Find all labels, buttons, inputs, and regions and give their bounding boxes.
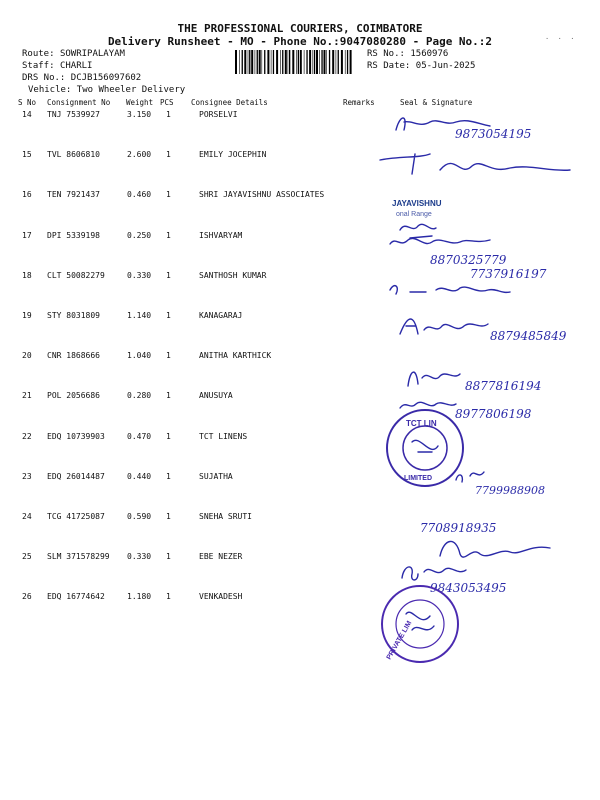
row-weight: 1.040	[127, 351, 152, 361]
row-consignee: VENKADESH	[199, 592, 243, 602]
signature-anitha	[408, 372, 460, 386]
barcode-bar	[282, 50, 283, 74]
barcode-bar	[324, 50, 326, 74]
seal-limited: LIMITED	[404, 475, 432, 482]
row-pcs: 1	[166, 471, 171, 481]
row-consignment-no: STY 8031809	[47, 311, 100, 320]
barcode-bar	[338, 50, 339, 74]
barcode-bar	[235, 50, 237, 74]
row-sno: 26	[22, 592, 32, 602]
row-sno: 25	[22, 552, 32, 562]
row-consignee: ANUSUYA	[199, 391, 233, 401]
handwritten-phone: 7737916197	[470, 267, 547, 281]
signature-jayavishnu	[400, 224, 436, 238]
drs-label: DRS No.:	[22, 73, 66, 83]
row-sno: 15	[22, 150, 32, 160]
row-consignment-no: EDQ 26014487	[47, 471, 105, 481]
row-weight: 0.280	[127, 391, 152, 401]
barcode-bar	[271, 50, 272, 74]
col-consignee: Consignee Details	[191, 98, 268, 107]
row-sno: 20	[22, 351, 32, 361]
col-consignment: Consignment No	[47, 98, 111, 107]
barcode-bar	[345, 50, 346, 74]
barcode-bar	[273, 50, 274, 74]
row-pcs: 1	[166, 592, 171, 602]
tct-linens-seal	[387, 410, 463, 486]
barcode-bar	[262, 50, 263, 74]
row-sno: 23	[22, 471, 32, 481]
scan-specks: · · ·	[545, 35, 575, 43]
signature-anusuya	[400, 402, 456, 408]
barcode-bar	[296, 50, 297, 74]
col-pcs: PCS	[160, 98, 174, 107]
handwritten-phone: 7799988908	[475, 484, 545, 497]
row-pcs: 1	[166, 150, 171, 160]
row-consignee: EMILY JOCEPHIN	[199, 150, 267, 160]
handwritten-phone: 9843053495	[430, 581, 507, 595]
barcode-bar	[309, 50, 311, 74]
row-sno: 22	[22, 431, 32, 441]
barcode-bar	[259, 50, 261, 74]
rs-no-label: RS No.:	[367, 49, 405, 59]
row-consignment-no: SLM 371578299	[47, 552, 110, 562]
row-sno: 14	[22, 110, 32, 119]
row-weight: 0.330	[127, 552, 152, 562]
vehicle-value: Two Wheeler Delivery	[76, 85, 186, 95]
rs-no-value: 1560976	[410, 49, 449, 59]
signature-sneha	[440, 541, 550, 557]
barcode-bar	[251, 50, 253, 74]
row-weight: 0.460	[127, 190, 152, 200]
seal-name: TCT LIN	[406, 419, 437, 428]
handwritten-phone: 8879485849	[490, 329, 567, 343]
signature-sujatha	[456, 472, 484, 482]
barcode-bar	[347, 50, 348, 74]
row-weight: 0.250	[127, 230, 152, 240]
barcode-bar	[314, 50, 315, 74]
barcode-bar	[239, 50, 240, 74]
barcode-bar	[350, 50, 352, 74]
row-sno: 18	[22, 270, 32, 280]
row-consignee: SHRI JAYAVISHNU ASSOCIATES	[199, 190, 325, 200]
barcode-bar	[336, 50, 337, 74]
company-title: THE PROFESSIONAL COURIERS, COIMBATORE	[177, 22, 423, 35]
row-sno: 16	[22, 190, 32, 200]
rs-no-line	[367, 49, 448, 59]
drs-line	[22, 73, 141, 83]
row-sno: 17	[22, 230, 32, 240]
barcode-bar	[341, 50, 343, 74]
row-weight: 1.140	[127, 311, 152, 320]
handwritten-phone: 7708918935	[420, 521, 497, 535]
barcode-bar	[304, 50, 305, 74]
row-consignee: PORSELVI	[199, 110, 238, 119]
barcode-bar	[276, 50, 278, 74]
row-consignment-no: EDQ 16774642	[47, 592, 105, 602]
row-consignee: SUJATHA	[199, 471, 233, 481]
barcode-bar	[248, 50, 249, 74]
handwritten-phone: 8977806198	[455, 407, 532, 421]
row-weight: 0.330	[127, 270, 152, 280]
handwritten-phone: 9873054195	[455, 127, 532, 141]
barcode-bar	[332, 50, 334, 74]
col-seal: Seal & Signature	[400, 98, 473, 107]
barcode	[235, 50, 353, 74]
barcode-bar	[255, 50, 256, 74]
rs-date-value: 05-Jun-2025	[415, 61, 476, 71]
row-weight: 2.600	[127, 150, 152, 160]
row-consignment-no: TEN 7921437	[47, 190, 100, 200]
signature-santhosh	[390, 286, 510, 294]
signature-ebenezer	[402, 567, 466, 580]
stamp-range: onal Range	[396, 211, 432, 218]
runsheet-subtitle: Delivery Runsheet - MO - Phone No.:9047080280 - Page No.:2	[107, 35, 493, 48]
barcode-bar	[289, 50, 290, 74]
row-pcs: 1	[166, 190, 171, 200]
barcode-bar	[292, 50, 294, 74]
row-consignee: SANTHOSH KUMAR	[199, 270, 267, 280]
barcode-bar	[326, 50, 327, 74]
barcode-bar	[288, 50, 289, 74]
row-consignee: TCT LINENS	[199, 431, 248, 441]
staff-line	[22, 61, 92, 71]
row-consignment-no: CLT 50082279	[47, 270, 105, 280]
signature-emily	[380, 154, 570, 174]
barcode-bar	[313, 50, 314, 74]
row-weight: 0.590	[127, 512, 152, 521]
row-pcs: 1	[166, 270, 171, 280]
stamp-company: JAYAVISHNU	[392, 199, 442, 208]
barcode-bar	[280, 50, 281, 74]
col-remarks: Remarks	[343, 98, 375, 107]
barcode-bar	[249, 50, 250, 74]
col-weight: Weight	[126, 98, 154, 107]
seal-private: PRIVATE LIM	[385, 620, 414, 661]
row-consignment-no: DPI 5339198	[47, 230, 100, 240]
row-consignee: EBE NEZER	[199, 552, 243, 562]
signatures-area	[360, 108, 600, 698]
handwritten-phone: 8870325779	[430, 253, 507, 267]
row-pcs: 1	[166, 230, 171, 240]
drs-value: DCJB156097602	[70, 73, 142, 83]
rs-date-label: RS Date:	[367, 61, 411, 71]
row-pcs: 1	[166, 512, 171, 521]
row-weight: 3.150	[127, 110, 152, 119]
signature-kanagaraj	[400, 319, 488, 334]
route-line	[22, 49, 125, 59]
col-sno: S No	[18, 98, 37, 107]
row-consignment-no: TVL 8606810	[47, 150, 100, 160]
row-consignment-no: POL 2056686	[47, 391, 100, 401]
row-pcs: 1	[166, 552, 171, 562]
barcode-bar	[316, 50, 318, 74]
barcode-bar	[321, 50, 322, 74]
row-weight: 0.470	[127, 431, 152, 441]
row-pcs: 1	[166, 351, 171, 361]
row-weight: 1.180	[127, 592, 152, 602]
row-consignee: ISHVARYAM	[199, 230, 243, 240]
row-pcs: 1	[166, 391, 171, 401]
barcode-bar	[285, 50, 287, 74]
barcode-bar	[267, 50, 269, 74]
barcode-bar	[300, 50, 302, 74]
row-pcs: 1	[166, 431, 171, 441]
row-weight: 0.440	[127, 471, 152, 481]
row-sno: 19	[22, 311, 32, 320]
row-consignment-no: EDQ 10739903	[47, 431, 105, 441]
barcode-bar	[257, 50, 258, 74]
handwritten-phone: 8877816194	[465, 379, 542, 393]
barcode-bar	[319, 50, 320, 74]
barcode-bar	[306, 50, 307, 74]
row-consignee: KANAGARAJ	[199, 311, 243, 320]
row-sno: 24	[22, 512, 32, 521]
vehicle-label: Vehicle:	[28, 85, 72, 95]
barcode-bar	[242, 50, 243, 74]
row-consignee: ANITHA KARTHICK	[199, 351, 272, 361]
row-sno: 21	[22, 391, 32, 401]
row-pcs: 1	[166, 110, 171, 119]
row-consignment-no: CNR 1868666	[47, 351, 100, 361]
barcode-bar	[329, 50, 330, 74]
staff-value: CHARLI	[59, 61, 93, 71]
route-value: SOWRIPALAYAM	[59, 49, 125, 59]
signature-ishvaryam	[390, 238, 490, 244]
private-limited-seal	[382, 586, 458, 662]
row-consignment-no: TNJ 7539927	[47, 110, 100, 119]
rs-date-line	[367, 61, 475, 71]
row-pcs: 1	[166, 311, 171, 320]
barcode-bar	[298, 50, 299, 74]
barcode-bar	[264, 50, 265, 74]
route-label: Route:	[22, 49, 55, 59]
staff-label: Staff:	[22, 61, 55, 71]
row-consignment-no: TCG 41725087	[47, 512, 105, 521]
vehicle-line	[28, 85, 185, 95]
row-consignee: SNEHA SRUTI	[199, 512, 252, 521]
barcode-bar	[244, 50, 246, 74]
